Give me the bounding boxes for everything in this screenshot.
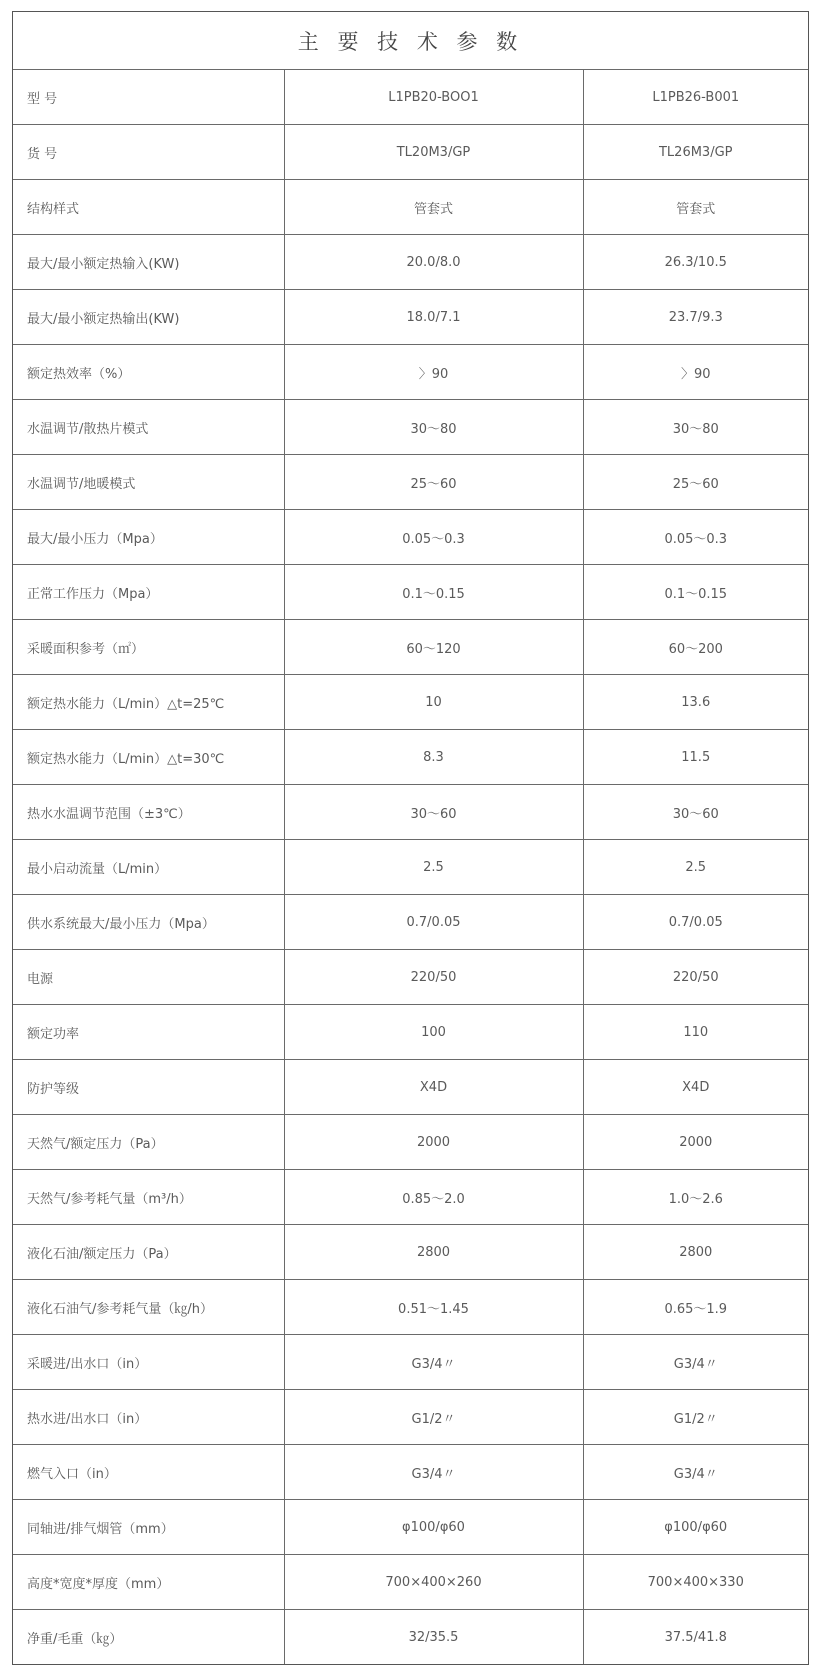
table-row <box>13 1225 808 1280</box>
spec-label: 采暖进/出水口（in） <box>13 1335 284 1390</box>
table-row <box>13 510 808 565</box>
table-row <box>13 290 808 345</box>
table-row <box>13 840 808 895</box>
model-b-value: 11.5 <box>583 730 808 785</box>
model-b-value: 25～60 <box>583 455 808 510</box>
table-row <box>13 125 808 180</box>
spec-label: 热水进/出水口（in） <box>13 1390 284 1445</box>
model-b-value: 0.05～0.3 <box>583 510 808 565</box>
model-a-value: 0.05～0.3 <box>284 510 583 565</box>
table-row <box>13 180 808 235</box>
spec-label: 最大/最小额定热输入(KW) <box>13 235 284 290</box>
table-row <box>13 455 808 510</box>
spec-label: 正常工作压力（Mpa） <box>13 565 284 620</box>
spec-label: 电源 <box>13 950 284 1005</box>
spec-label: 最大/最小压力（Mpa） <box>13 510 284 565</box>
model-b-value: TL26M3/GP <box>583 125 808 180</box>
model-a-value: 2.5 <box>284 840 583 895</box>
table-title: 主 要 技 术 参 数 <box>13 12 808 70</box>
table-row <box>13 565 808 620</box>
spec-label: 结构样式 <box>13 180 284 235</box>
spec-label: 采暖面积参考（㎡） <box>13 620 284 675</box>
table-row <box>13 1390 808 1445</box>
spec-label: 额定热效率（%） <box>13 345 284 400</box>
model-a-value: 8.3 <box>284 730 583 785</box>
table-row <box>13 1005 808 1060</box>
spec-label: 额定热水能力（L/min）△t=30℃ <box>13 730 284 785</box>
model-b-value: φ100/φ60 <box>583 1500 808 1555</box>
table-row <box>13 1060 808 1115</box>
model-a-value: φ100/φ60 <box>284 1500 583 1555</box>
model-row <box>13 70 808 125</box>
model-b-value: 1.0～2.6 <box>583 1170 808 1225</box>
model-a-value: 32/35.5 <box>284 1610 583 1665</box>
model-a-value: 2000 <box>284 1115 583 1170</box>
model-a-value: 30～80 <box>284 400 583 455</box>
model-b-value: 管套式 <box>583 180 808 235</box>
table-row <box>13 1115 808 1170</box>
spec-label: 水温调节/散热片模式 <box>13 400 284 455</box>
model-a-value: 0.7/0.05 <box>284 895 583 950</box>
model-a-value: 0.1～0.15 <box>284 565 583 620</box>
table-row <box>13 1335 808 1390</box>
model-b-value: G1/2〃 <box>583 1390 808 1445</box>
model-label: 型 号 <box>13 70 284 125</box>
model-a-value: 18.0/7.1 <box>284 290 583 345</box>
model-a-value: 100 <box>284 1005 583 1060</box>
model-b-value: G3/4〃 <box>583 1445 808 1500</box>
table-row <box>13 1170 808 1225</box>
model-b-value: 700×400×330 <box>583 1555 808 1610</box>
model-b-value: 2000 <box>583 1115 808 1170</box>
spec-label: 最大/最小额定热输出(KW) <box>13 290 284 345</box>
model-b-value: 0.1～0.15 <box>583 565 808 620</box>
spec-label: 额定热水能力（L/min）△t=25℃ <box>13 675 284 730</box>
spec-label: 液化石油/额定压力（Pa） <box>13 1225 284 1280</box>
model-b-value: L1PB26-B001 <box>583 70 808 125</box>
model-b-value: 30～60 <box>583 785 808 840</box>
model-b-value: 220/50 <box>583 950 808 1005</box>
table-row <box>13 1610 808 1665</box>
model-a-value: 10 <box>284 675 583 730</box>
table-row <box>13 345 808 400</box>
model-a-value: 2800 <box>284 1225 583 1280</box>
model-a-value: 〉90 <box>284 345 583 400</box>
spec-label: 天然气/额定压力（Pa） <box>13 1115 284 1170</box>
table-row <box>13 235 808 290</box>
spec-label: 最小启动流量（L/min） <box>13 840 284 895</box>
model-a-value: G3/4〃 <box>284 1335 583 1390</box>
model-a-value: 20.0/8.0 <box>284 235 583 290</box>
table-row <box>13 1445 808 1500</box>
table-row <box>13 400 808 455</box>
model-b-value: 60～200 <box>583 620 808 675</box>
table-row <box>13 1280 808 1335</box>
spec-table <box>13 70 808 1664</box>
table-row <box>13 895 808 950</box>
model-b-value: 26.3/10.5 <box>583 235 808 290</box>
model-a-value: 0.51～1.45 <box>284 1280 583 1335</box>
table-row <box>13 785 808 840</box>
model-b-value: G3/4〃 <box>583 1335 808 1390</box>
model-b-value: 110 <box>583 1005 808 1060</box>
model-b-value: 〉90 <box>583 345 808 400</box>
table-row <box>13 675 808 730</box>
model-a-value: 0.85～2.0 <box>284 1170 583 1225</box>
model-b-value: 23.7/9.3 <box>583 290 808 345</box>
model-a-value: L1PB20-BOO1 <box>284 70 583 125</box>
spec-label: 热水水温调节范围（±3℃） <box>13 785 284 840</box>
model-b-value: 2.5 <box>583 840 808 895</box>
spec-label: 防护等级 <box>13 1060 284 1115</box>
spec-label: 货 号 <box>13 125 284 180</box>
model-b-value: X4D <box>583 1060 808 1115</box>
model-a-value: 220/50 <box>284 950 583 1005</box>
spec-label: 燃气入口（in） <box>13 1445 284 1500</box>
table-row <box>13 1555 808 1610</box>
spec-label: 净重/毛重（㎏） <box>13 1610 284 1665</box>
model-b-value: 2800 <box>583 1225 808 1280</box>
model-a-value: 25～60 <box>284 455 583 510</box>
spec-label: 高度*宽度*厚度（mm） <box>13 1555 284 1610</box>
table-row <box>13 620 808 675</box>
table-row <box>13 1500 808 1555</box>
table-row <box>13 730 808 785</box>
model-a-value: 30～60 <box>284 785 583 840</box>
model-a-value: 700×400×260 <box>284 1555 583 1610</box>
spec-label: 天然气/参考耗气量（m³/h） <box>13 1170 284 1225</box>
model-a-value: G3/4〃 <box>284 1445 583 1500</box>
table-row <box>13 950 808 1005</box>
model-b-value: 0.65～1.9 <box>583 1280 808 1335</box>
model-a-value: 管套式 <box>284 180 583 235</box>
spec-label: 同轴进/排气烟管（mm） <box>13 1500 284 1555</box>
model-a-value: X4D <box>284 1060 583 1115</box>
model-a-value: G1/2〃 <box>284 1390 583 1445</box>
spec-table-container <box>12 11 809 1665</box>
spec-label: 水温调节/地暖模式 <box>13 455 284 510</box>
spec-label: 额定功率 <box>13 1005 284 1060</box>
model-b-value: 30～80 <box>583 400 808 455</box>
model-b-value: 37.5/41.8 <box>664 1629 727 1645</box>
spec-label: 供水系统最大/最小压力（Mpa） <box>13 895 284 950</box>
spec-label: 液化石油气/参考耗气量（㎏/h） <box>13 1280 284 1335</box>
model-a-value: 60～120 <box>284 620 583 675</box>
model-b-value: 0.7/0.05 <box>583 895 808 950</box>
model-b-value: 13.6 <box>583 675 808 730</box>
model-a-value: TL20M3/GP <box>284 125 583 180</box>
